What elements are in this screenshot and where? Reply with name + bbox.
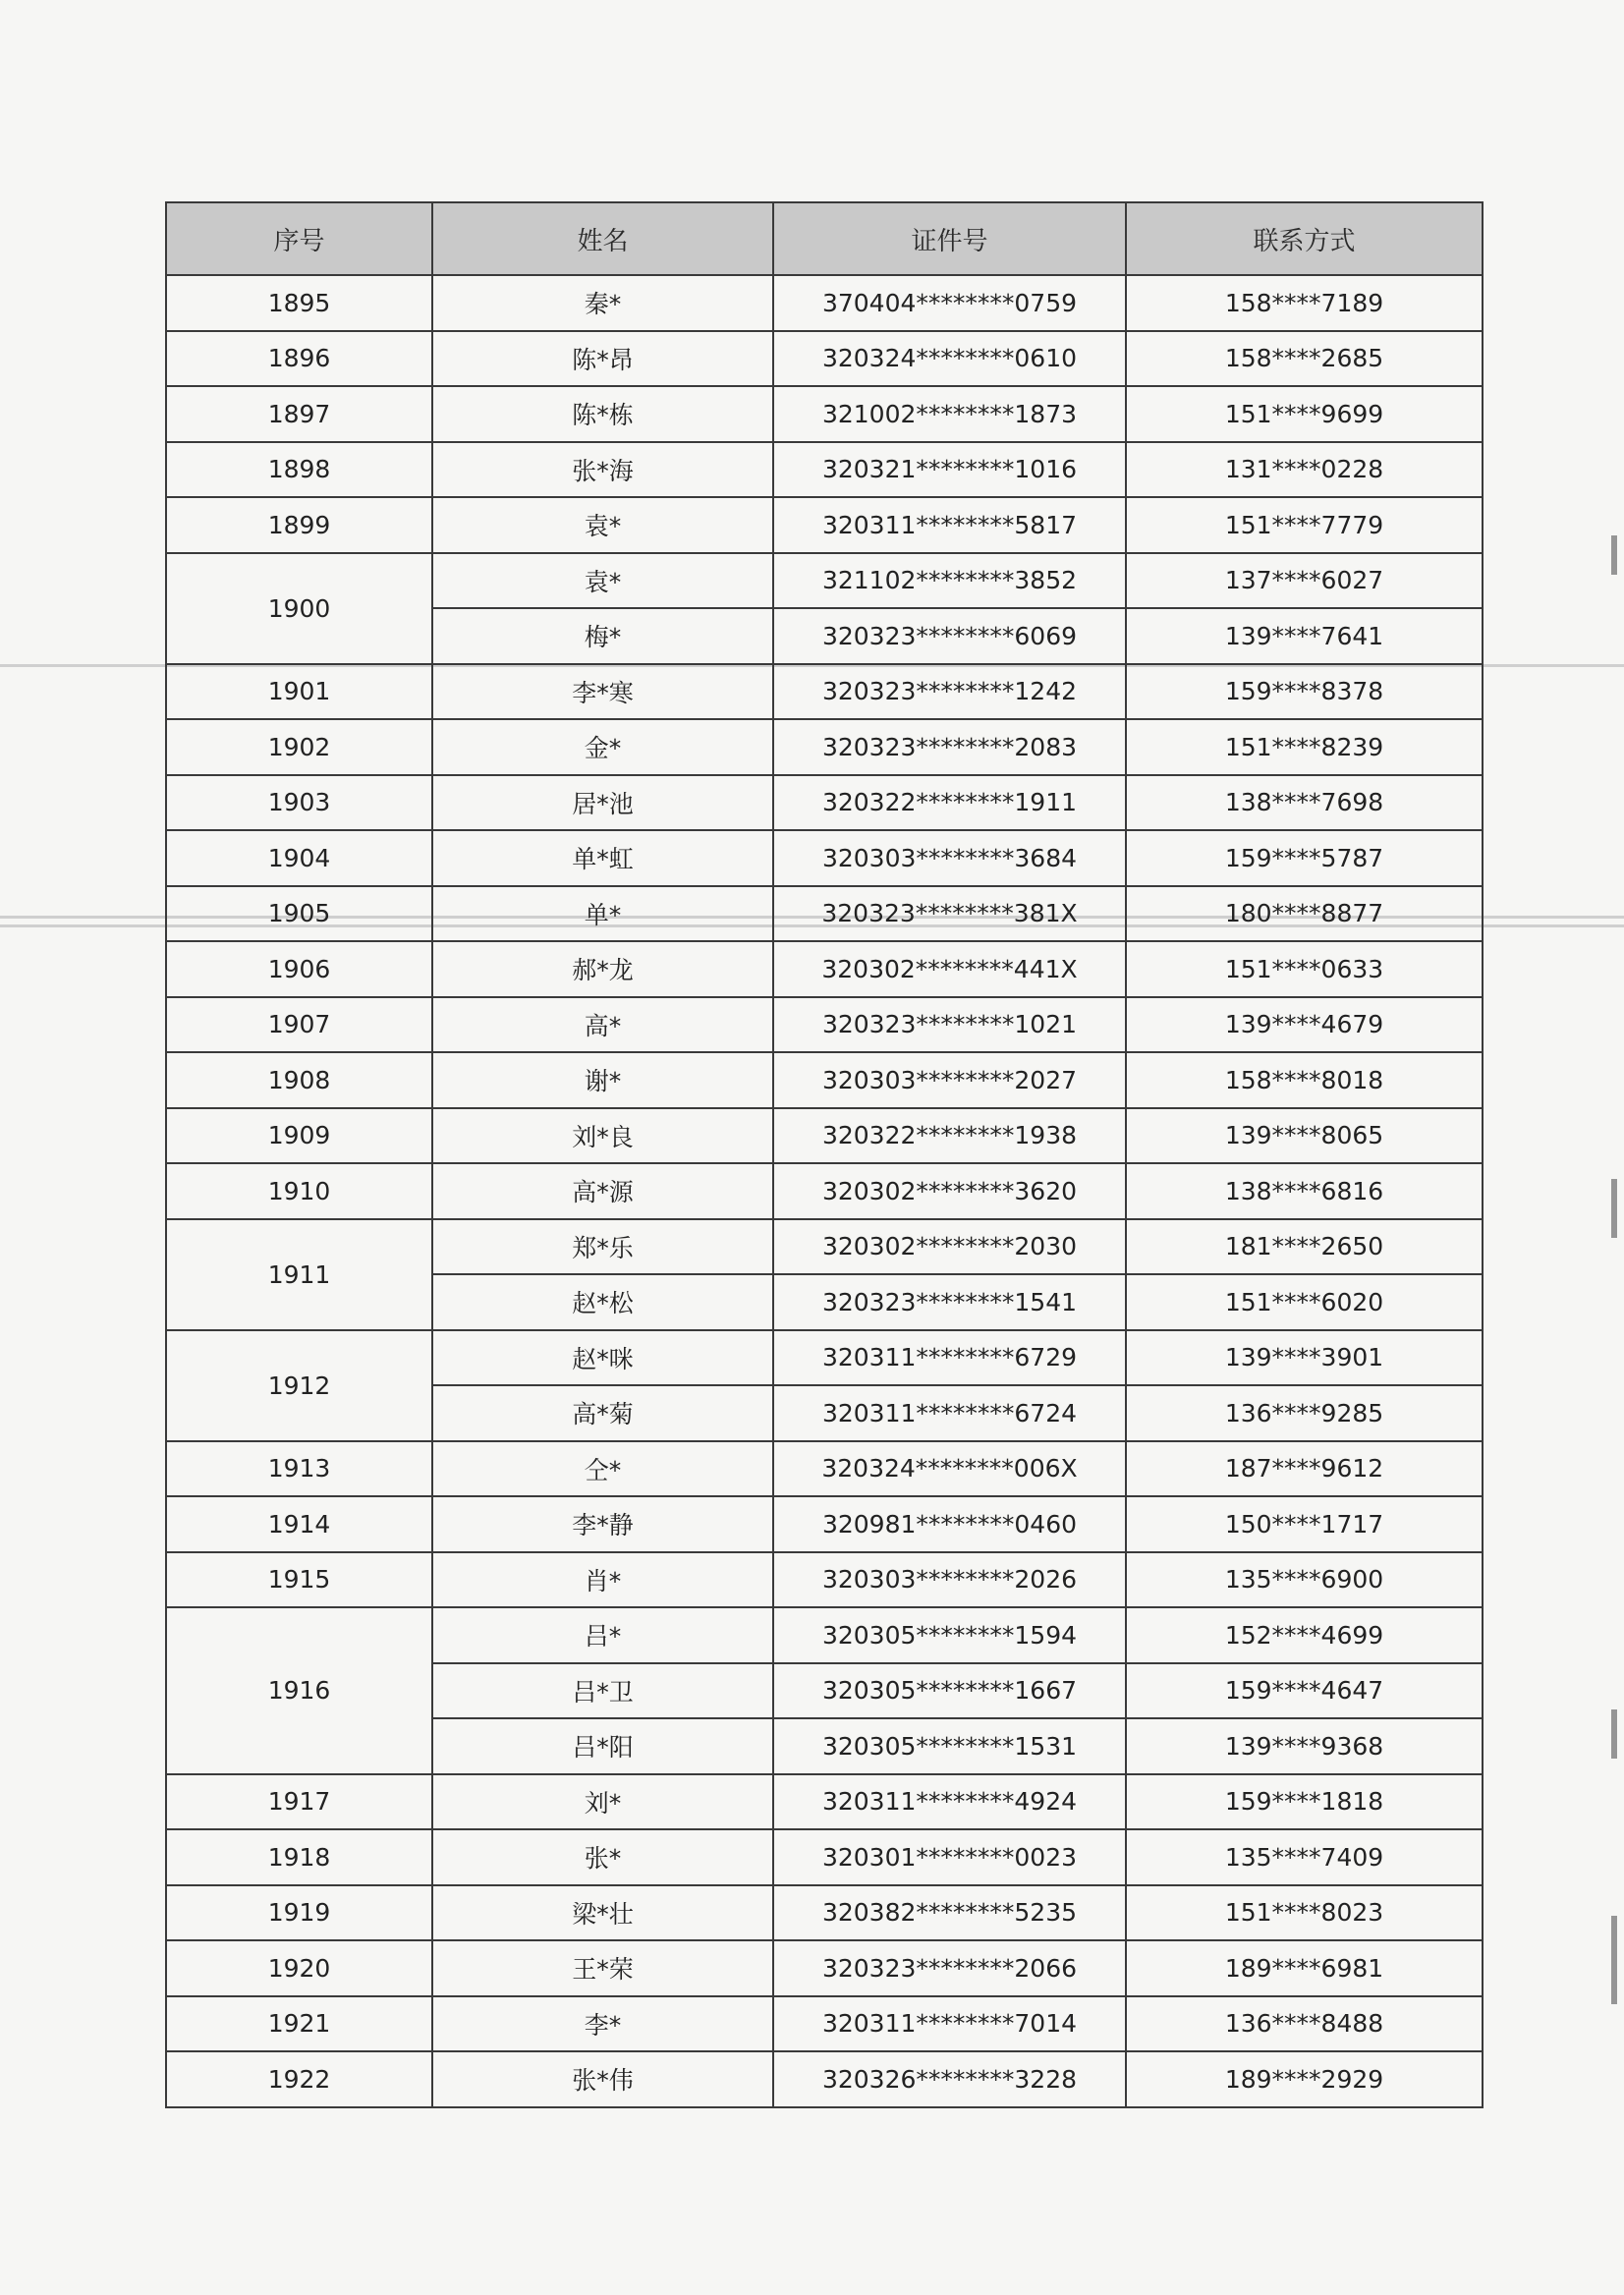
phone-cell: 189****6981 (1126, 1940, 1483, 1996)
phone-cell: 187****9612 (1126, 1441, 1483, 1497)
name-cell: 郝*龙 (432, 941, 773, 997)
phone-cell: 150****1717 (1126, 1496, 1483, 1552)
id-number-cell: 320382********5235 (773, 1885, 1126, 1941)
id-number-cell: 320322********1911 (773, 775, 1126, 831)
name-cell: 王*荣 (432, 1940, 773, 1996)
edge-mark (1611, 535, 1617, 575)
name-cell: 吕*卫 (432, 1663, 773, 1719)
phone-cell: 158****2685 (1126, 331, 1483, 387)
table-row (166, 275, 1483, 331)
seq-cell: 1908 (166, 1052, 432, 1108)
phone-cell: 151****6020 (1126, 1274, 1483, 1330)
id-number-cell: 320323********1541 (773, 1274, 1126, 1330)
id-number-cell: 320311********4924 (773, 1774, 1126, 1830)
roster-table (165, 201, 1484, 2108)
id-number-cell: 321002********1873 (773, 386, 1126, 442)
table-row (166, 442, 1483, 498)
phone-cell: 159****4647 (1126, 1663, 1483, 1719)
id-number-cell: 320323********381X (773, 886, 1126, 942)
id-number-cell: 321102********3852 (773, 553, 1126, 609)
id-number-cell: 320311********6724 (773, 1385, 1126, 1441)
phone-cell: 139****9368 (1126, 1718, 1483, 1774)
seq-cell: 1912 (166, 1330, 432, 1441)
table-row (166, 830, 1483, 886)
id-number-cell: 320311********5817 (773, 497, 1126, 553)
table-row (166, 997, 1483, 1053)
name-cell: 秦* (432, 275, 773, 331)
name-cell: 张* (432, 1829, 773, 1885)
edge-mark (1611, 1916, 1617, 2004)
phone-cell: 138****7698 (1126, 775, 1483, 831)
phone-cell: 136****9285 (1126, 1385, 1483, 1441)
id-number-cell: 370404********0759 (773, 275, 1126, 331)
name-cell: 李*静 (432, 1496, 773, 1552)
name-cell: 陈*栋 (432, 386, 773, 442)
phone-cell: 180****8877 (1126, 886, 1483, 942)
seq-cell: 1896 (166, 331, 432, 387)
name-cell: 谢* (432, 1052, 773, 1108)
seq-cell: 1921 (166, 1996, 432, 2052)
name-cell: 张*伟 (432, 2051, 773, 2107)
header-seq: 序号 (166, 202, 432, 275)
phone-cell: 131****0228 (1126, 442, 1483, 498)
name-cell: 单*虹 (432, 830, 773, 886)
name-cell: 李*寒 (432, 664, 773, 720)
id-number-cell: 320302********2030 (773, 1219, 1126, 1275)
phone-cell: 159****1818 (1126, 1774, 1483, 1830)
phone-cell: 151****9699 (1126, 386, 1483, 442)
phone-cell: 181****2650 (1126, 1219, 1483, 1275)
phone-cell: 135****7409 (1126, 1829, 1483, 1885)
table-row (166, 1774, 1483, 1830)
table-body (166, 275, 1483, 2107)
phone-cell: 139****8065 (1126, 1108, 1483, 1164)
header-name: 姓名 (432, 202, 773, 275)
header-row (166, 202, 1483, 275)
phone-cell: 151****7779 (1126, 497, 1483, 553)
seq-cell: 1898 (166, 442, 432, 498)
id-number-cell: 320321********1016 (773, 442, 1126, 498)
seq-cell: 1895 (166, 275, 432, 331)
name-cell: 吕*阳 (432, 1718, 773, 1774)
name-cell: 梁*壮 (432, 1885, 773, 1941)
edge-mark (1611, 1179, 1617, 1238)
id-number-cell: 320323********6069 (773, 608, 1126, 664)
name-cell: 赵*咪 (432, 1330, 773, 1386)
phone-cell: 158****8018 (1126, 1052, 1483, 1108)
name-cell: 居*池 (432, 775, 773, 831)
phone-cell: 139****3901 (1126, 1330, 1483, 1386)
id-number-cell: 320301********0023 (773, 1829, 1126, 1885)
seq-cell: 1902 (166, 719, 432, 775)
name-cell: 袁* (432, 497, 773, 553)
table-header (166, 202, 1483, 275)
phone-cell: 136****8488 (1126, 1996, 1483, 2052)
id-number-cell: 320303********2027 (773, 1052, 1126, 1108)
table-row (166, 1330, 1483, 1386)
phone-cell: 139****7641 (1126, 608, 1483, 664)
id-number-cell: 320302********441X (773, 941, 1126, 997)
table-row (166, 719, 1483, 775)
table-row (166, 1940, 1483, 1996)
table-row (166, 331, 1483, 387)
seq-cell: 1900 (166, 553, 432, 664)
table-row (166, 775, 1483, 831)
seq-cell: 1909 (166, 1108, 432, 1164)
seq-cell: 1907 (166, 997, 432, 1053)
name-cell: 梅* (432, 608, 773, 664)
name-cell: 高*菊 (432, 1385, 773, 1441)
table-row (166, 553, 1483, 609)
name-cell: 赵*松 (432, 1274, 773, 1330)
phone-cell: 137****6027 (1126, 553, 1483, 609)
seq-cell: 1904 (166, 830, 432, 886)
name-cell: 仝* (432, 1441, 773, 1497)
seq-cell: 1901 (166, 664, 432, 720)
id-number-cell: 320311********6729 (773, 1330, 1126, 1386)
table-row (166, 386, 1483, 442)
id-number-cell: 320305********1594 (773, 1607, 1126, 1663)
seq-cell: 1918 (166, 1829, 432, 1885)
name-cell: 郑*乐 (432, 1219, 773, 1275)
name-cell: 单* (432, 886, 773, 942)
name-cell: 李* (432, 1996, 773, 2052)
seq-cell: 1922 (166, 2051, 432, 2107)
seq-cell: 1915 (166, 1552, 432, 1608)
phone-cell: 159****8378 (1126, 664, 1483, 720)
seq-cell: 1899 (166, 497, 432, 553)
table-row (166, 1219, 1483, 1275)
id-number-cell: 320323********2066 (773, 1940, 1126, 1996)
seq-cell: 1906 (166, 941, 432, 997)
seq-cell: 1913 (166, 1441, 432, 1497)
id-number-cell: 320323********2083 (773, 719, 1126, 775)
phone-cell: 135****6900 (1126, 1552, 1483, 1608)
phone-cell: 151****8239 (1126, 719, 1483, 775)
name-cell: 袁* (432, 553, 773, 609)
seq-cell: 1905 (166, 886, 432, 942)
table-row (166, 1441, 1483, 1497)
header-id: 证件号 (773, 202, 1126, 275)
seq-cell: 1920 (166, 1940, 432, 1996)
name-cell: 刘*良 (432, 1108, 773, 1164)
phone-cell: 152****4699 (1126, 1607, 1483, 1663)
table-row (166, 941, 1483, 997)
edge-mark (1611, 1709, 1617, 1759)
table-row (166, 1996, 1483, 2052)
id-number-cell: 320305********1531 (773, 1718, 1126, 1774)
table-row (166, 497, 1483, 553)
name-cell: 肖* (432, 1552, 773, 1608)
name-cell: 陈*昂 (432, 331, 773, 387)
id-number-cell: 320326********3228 (773, 2051, 1126, 2107)
phone-cell: 139****4679 (1126, 997, 1483, 1053)
name-cell: 高*源 (432, 1163, 773, 1219)
table-row (166, 1829, 1483, 1885)
header-contact: 联系方式 (1126, 202, 1483, 275)
table-row (166, 1163, 1483, 1219)
seq-cell: 1897 (166, 386, 432, 442)
seq-cell: 1917 (166, 1774, 432, 1830)
name-cell: 张*海 (432, 442, 773, 498)
seq-cell: 1903 (166, 775, 432, 831)
id-number-cell: 320323********1242 (773, 664, 1126, 720)
phone-cell: 151****8023 (1126, 1885, 1483, 1941)
seq-cell: 1919 (166, 1885, 432, 1941)
seq-cell: 1914 (166, 1496, 432, 1552)
id-number-cell: 320322********1938 (773, 1108, 1126, 1164)
id-number-cell: 320305********1667 (773, 1663, 1126, 1719)
table-row (166, 1607, 1483, 1663)
phone-cell: 158****7189 (1126, 275, 1483, 331)
table-row (166, 664, 1483, 720)
id-number-cell: 320302********3620 (773, 1163, 1126, 1219)
name-cell: 刘* (432, 1774, 773, 1830)
table-row (166, 1052, 1483, 1108)
id-number-cell: 320303********2026 (773, 1552, 1126, 1608)
table-row (166, 1496, 1483, 1552)
phone-cell: 159****5787 (1126, 830, 1483, 886)
table-row (166, 1552, 1483, 1608)
table-row (166, 1108, 1483, 1164)
phone-cell: 138****6816 (1126, 1163, 1483, 1219)
id-number-cell: 320323********1021 (773, 997, 1126, 1053)
name-cell: 金* (432, 719, 773, 775)
id-number-cell: 320324********0610 (773, 331, 1126, 387)
id-number-cell: 320303********3684 (773, 830, 1126, 886)
name-cell: 高* (432, 997, 773, 1053)
id-number-cell: 320981********0460 (773, 1496, 1126, 1552)
id-number-cell: 320311********7014 (773, 1996, 1126, 2052)
phone-cell: 151****0633 (1126, 941, 1483, 997)
id-number-cell: 320324********006X (773, 1441, 1126, 1497)
table-row (166, 1885, 1483, 1941)
phone-cell: 189****2929 (1126, 2051, 1483, 2107)
name-cell: 吕* (432, 1607, 773, 1663)
table-row (166, 886, 1483, 942)
seq-cell: 1911 (166, 1219, 432, 1330)
seq-cell: 1916 (166, 1607, 432, 1774)
seq-cell: 1910 (166, 1163, 432, 1219)
table-row (166, 2051, 1483, 2107)
